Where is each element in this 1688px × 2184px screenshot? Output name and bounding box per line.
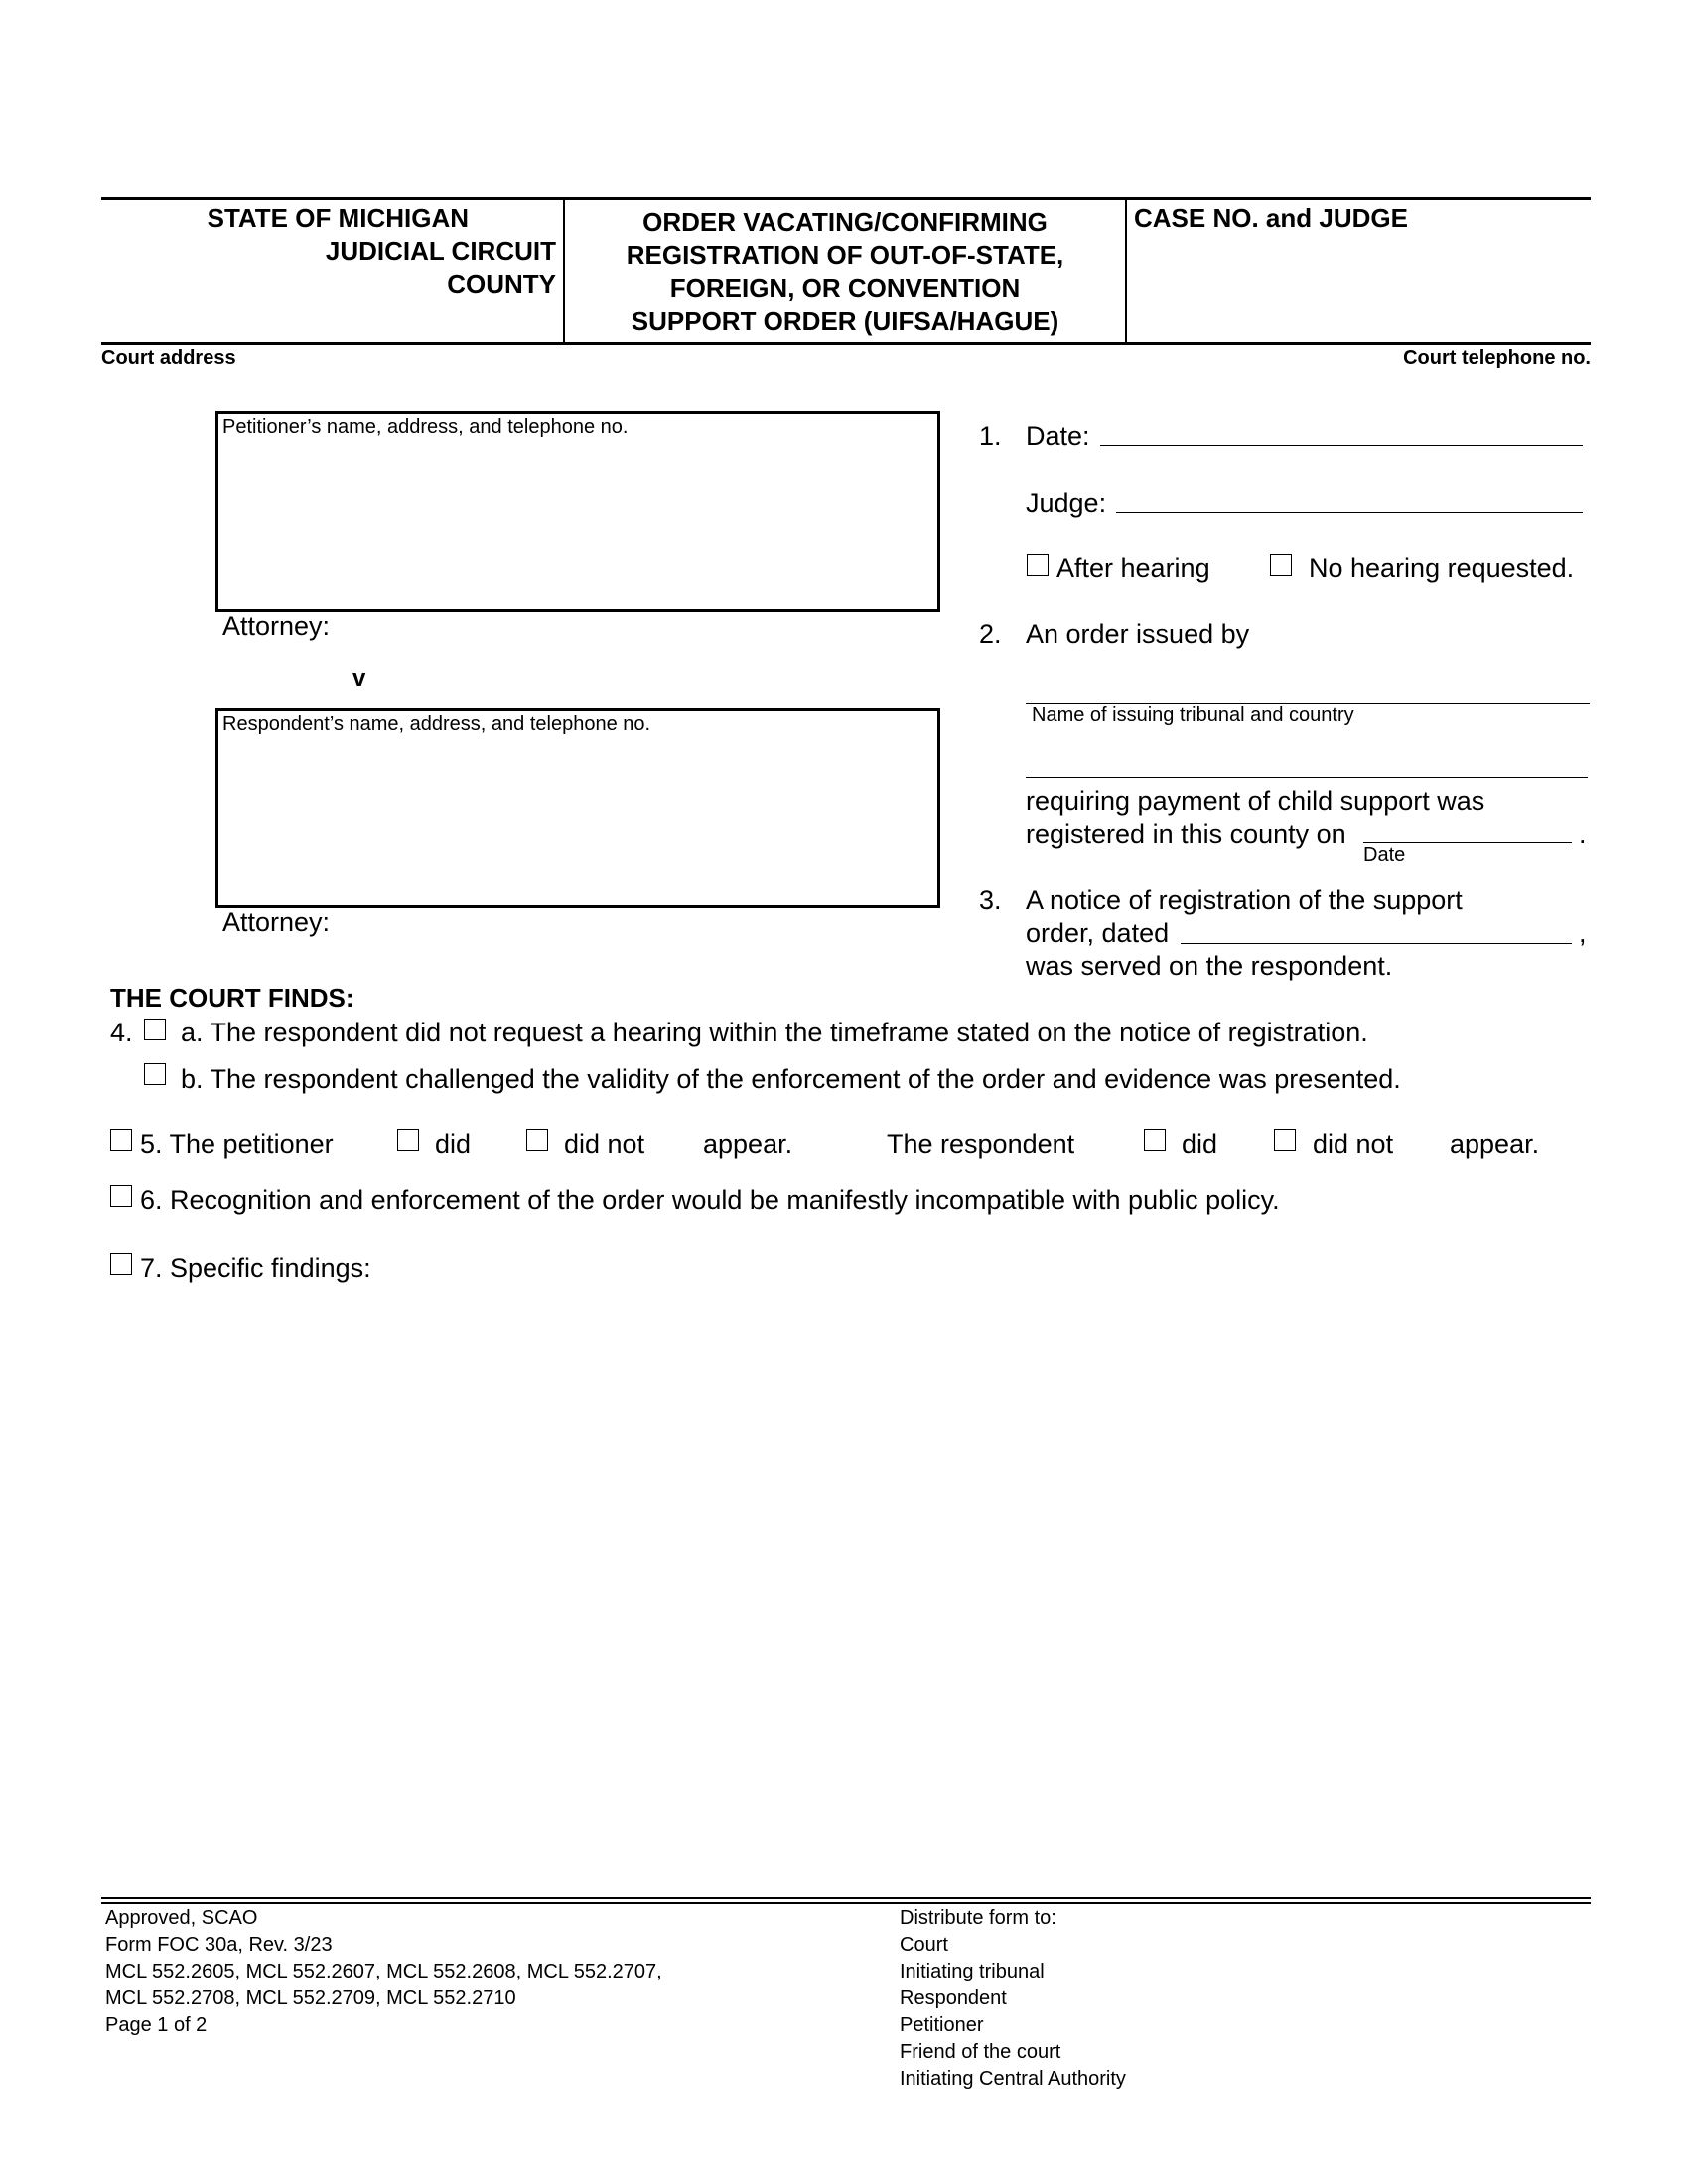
date-label: Date: xyxy=(1026,421,1090,451)
approved-scao: Approved, SCAO xyxy=(105,1907,258,1929)
item-4b-text: b. The respondent challenged the validity of the enforcement of the order and evidence was presented. xyxy=(181,1064,1401,1094)
dist-item: Petitioner xyxy=(900,2014,984,2036)
respondent-did-not-checkbox[interactable] xyxy=(1274,1129,1296,1151)
dist-item: Initiating Central Authority xyxy=(900,2068,1126,2090)
item-4b-checkbox[interactable] xyxy=(144,1063,166,1085)
item-2-number: 2. xyxy=(979,619,1002,649)
issuing-tribunal-caption: Name of issuing tribunal and country xyxy=(1032,704,1354,726)
county-label: COUNTY xyxy=(447,269,556,299)
court-finds-heading: THE COURT FINDS: xyxy=(110,983,354,1013)
petitioner-appear-label: appear. xyxy=(703,1129,793,1159)
respondent-attorney-label: Attorney: xyxy=(222,907,331,937)
petitioner-did-checkbox[interactable] xyxy=(397,1129,419,1151)
petitioner-label: Petitioner’s name, address, and telephone no. xyxy=(222,416,629,438)
after-hearing-checkbox[interactable] xyxy=(1027,554,1049,576)
respondent-did-not-label: did not xyxy=(1313,1129,1394,1159)
judge-field[interactable] xyxy=(1116,512,1583,513)
petitioner-did-not-label: did not xyxy=(564,1129,645,1159)
date-field[interactable] xyxy=(1100,445,1583,446)
item-6-text: 6. Recognition and enforcement of the order would be manifestly incompatible with public policy. xyxy=(140,1185,1280,1215)
order-issued-by-text: An order issued by xyxy=(1026,619,1250,649)
issuing-tribunal-field-2[interactable] xyxy=(1026,777,1588,778)
title-line-3: FOREIGN, OR CONVENTION xyxy=(669,273,1021,303)
petitioner-box[interactable] xyxy=(215,411,940,612)
footer-distribution xyxy=(900,1905,1126,2093)
registration-period: . xyxy=(1579,819,1587,849)
mcl-line-1: MCL 552.2605, MCL 552.2607, MCL 552.2608, MCL 552.2707, xyxy=(105,1961,662,1982)
item-6-checkbox[interactable] xyxy=(110,1185,132,1207)
after-hearing-label: After hearing xyxy=(1056,553,1210,583)
respondent-did-checkbox[interactable] xyxy=(1144,1129,1166,1151)
notice-comma: , xyxy=(1579,918,1587,948)
item-1-number: 1. xyxy=(979,421,1002,451)
item-5-petitioner: 5. The petitioner xyxy=(140,1129,334,1159)
dist-item: Initiating tribunal xyxy=(900,1961,1045,1982)
court-address-label: Court address xyxy=(101,347,236,369)
registered-county-text: registered in this county on xyxy=(1026,819,1346,849)
header-divider-2 xyxy=(1125,197,1127,345)
respondent-label: Respondent’s name, address, and telephone no. xyxy=(222,713,651,735)
notice-registration-text: A notice of registration of the support xyxy=(1026,886,1463,915)
respondent-did-label: did xyxy=(1182,1129,1218,1159)
header-bottom-rule xyxy=(101,342,1591,345)
order-dated-text: order, dated xyxy=(1026,918,1170,948)
mcl-line-2: MCL 552.2708, MCL 552.2709, MCL 552.2710 xyxy=(105,1987,516,2009)
form-number: Form FOC 30a, Rev. 3/23 xyxy=(105,1934,333,1956)
dist-item: Friend of the court xyxy=(900,2041,1061,2063)
item-4a-text: a. The respondent did not request a hearing within the timeframe stated on the notice of registration. xyxy=(181,1018,1368,1047)
item-4-number: 4. xyxy=(110,1018,133,1047)
header-top-rule xyxy=(101,197,1591,200)
served-respondent-text: was served on the respondent. xyxy=(1026,951,1393,981)
footer-rule-bottom xyxy=(101,1902,1591,1904)
no-hearing-label: No hearing requested. xyxy=(1309,553,1575,583)
notice-date-field[interactable] xyxy=(1181,943,1572,944)
footer-rule-top xyxy=(101,1897,1591,1899)
petitioner-did-not-checkbox[interactable] xyxy=(526,1129,548,1151)
judge-label: Judge: xyxy=(1026,488,1107,518)
child-support-text: requiring payment of child support was xyxy=(1026,786,1485,816)
item-7-text: 7. Specific findings: xyxy=(140,1253,371,1283)
title-line-4: SUPPORT ORDER (UIFSA/HAGUE) xyxy=(631,306,1059,336)
item-7-checkbox[interactable] xyxy=(110,1253,132,1275)
title-line-2: REGISTRATION OF OUT-OF-STATE, xyxy=(626,240,1064,270)
petitioner-attorney-label: Attorney: xyxy=(222,612,331,641)
case-no-label: CASE NO. and JUDGE xyxy=(1134,204,1408,233)
state-of-michigan: STATE OF MICHIGAN xyxy=(207,204,469,233)
dist-item: Court xyxy=(900,1934,948,1956)
item-4a-checkbox[interactable] xyxy=(144,1019,166,1040)
petitioner-did-label: did xyxy=(435,1129,472,1159)
distribute-label: Distribute form to: xyxy=(900,1907,1056,1929)
versus-label: v xyxy=(352,665,366,692)
judicial-circuit-label: JUDICIAL CIRCUIT xyxy=(325,236,556,266)
item-5-respondent: The respondent xyxy=(887,1129,1075,1159)
page-number: Page 1 of 2 xyxy=(105,2014,208,2036)
dist-item: Respondent xyxy=(900,1987,1007,2009)
item-5-checkbox[interactable] xyxy=(110,1129,132,1151)
respondent-box[interactable] xyxy=(215,708,940,908)
respondent-appear-label: appear. xyxy=(1450,1129,1540,1159)
title-line-1: ORDER VACATING/CONFIRMING xyxy=(642,207,1048,237)
state-block xyxy=(109,203,556,301)
registration-date-caption: Date xyxy=(1363,844,1406,866)
item-3-number: 3. xyxy=(979,886,1002,915)
form-title xyxy=(566,206,1124,338)
registration-date-field[interactable] xyxy=(1363,842,1572,843)
header-divider-1 xyxy=(563,197,565,345)
footer-left xyxy=(105,1905,662,2039)
no-hearing-checkbox[interactable] xyxy=(1270,554,1292,576)
court-phone-label: Court telephone no. xyxy=(1403,347,1591,369)
